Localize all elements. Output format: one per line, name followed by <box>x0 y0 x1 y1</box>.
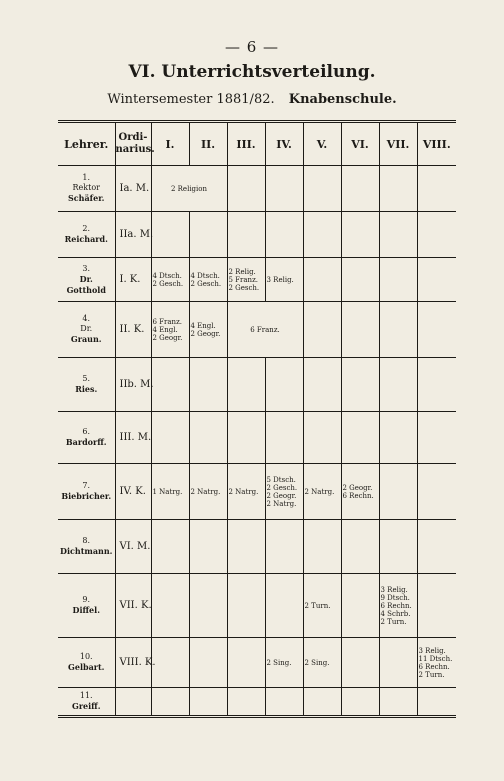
subject-cell <box>265 638 303 688</box>
teacher-cell <box>58 258 115 302</box>
subject-cell <box>265 212 303 258</box>
subject-cell <box>189 638 227 688</box>
timetable <box>58 120 456 718</box>
subject-entry: 2 Geogr. <box>190 329 221 338</box>
column-header-class: VI. <box>341 122 379 166</box>
subject-entry: 4 Schrb. <box>380 609 411 618</box>
subject-cell <box>379 464 417 520</box>
ordinarius-cell: IIb. M. <box>115 358 151 412</box>
teacher-cell <box>58 574 115 638</box>
subject-cell <box>265 166 303 212</box>
ordinarius-cell: Ia. M. <box>115 166 151 212</box>
teacher-number: 5. <box>82 374 91 383</box>
school-label: Knabenschule. <box>288 92 397 107</box>
subject-cell <box>417 212 456 258</box>
ordinarius-cell: IV. K. <box>115 464 151 520</box>
teacher-number: 4. <box>82 314 91 323</box>
subject-cell <box>417 688 456 717</box>
ordinarius-line-2: narius. <box>115 144 155 155</box>
subject-entry: 2 Gesch. <box>266 483 298 492</box>
teacher-cell <box>58 638 115 688</box>
ordinarius-cell: I. K. <box>115 258 151 302</box>
subject-cell <box>265 574 303 638</box>
column-header-class: II. <box>189 122 227 166</box>
subject-entry: 2 Geogr. <box>342 483 373 492</box>
subject-cell <box>417 358 456 412</box>
subject-cell <box>151 302 189 358</box>
subject-cell <box>227 258 265 302</box>
subject-entry: 4 Dtsch. <box>152 271 182 280</box>
teacher-number: 3. <box>82 263 91 273</box>
teacher-title: Rektor <box>72 183 100 192</box>
subject-cell <box>227 212 265 258</box>
subject-cell <box>189 302 227 358</box>
teacher-name: Dr. Gotthold <box>66 273 106 295</box>
ordinarius-cell: VIII. K. <box>115 638 151 688</box>
teacher-number: 9. <box>82 595 91 604</box>
subject-entry: 2 Sing. <box>304 658 330 667</box>
subject-cell <box>303 520 341 574</box>
subject-entry: 2 Gesch. <box>228 283 260 292</box>
subject-cell <box>417 464 456 520</box>
teacher-name: Greiff. <box>71 701 101 711</box>
table-row <box>58 212 456 258</box>
teacher-number: 10. <box>79 652 93 661</box>
subject-cell <box>341 302 379 358</box>
teacher-number: 2. <box>82 224 91 233</box>
subject-entry: 3 Relig. <box>266 275 294 284</box>
subject-cell <box>303 258 341 302</box>
subtitle <box>0 92 504 107</box>
subject-cell <box>189 258 227 302</box>
subject-cell <box>227 412 265 464</box>
table-row <box>58 412 456 464</box>
subject-cell <box>265 258 303 302</box>
table-header-row <box>58 122 456 166</box>
subject-cell <box>189 358 227 412</box>
subject-cell <box>417 412 456 464</box>
subject-cell <box>189 412 227 464</box>
subject-cell <box>341 258 379 302</box>
subject-cell <box>341 412 379 464</box>
subject-cell <box>303 166 341 212</box>
subject-cell <box>379 358 417 412</box>
teacher-name: Diffel. <box>72 605 100 615</box>
ordinarius-cell: IIa. M. <box>115 212 151 258</box>
subject-cell <box>227 520 265 574</box>
subject-entry: 2 Turn. <box>418 670 445 679</box>
subject-entry: 2 Religion <box>170 184 207 193</box>
subject-cell <box>227 574 265 638</box>
subject-entry: 2 Geogr. <box>152 333 183 342</box>
subject-cell <box>227 302 303 358</box>
subject-cell <box>227 358 265 412</box>
page-title: VI. Unterrichtsverteilung. <box>128 62 376 82</box>
subject-cell <box>227 638 265 688</box>
subject-entry: 11 Dtsch. <box>418 654 453 663</box>
subject-cell <box>151 358 189 412</box>
subject-entry: 6 Franz. <box>250 325 280 334</box>
subject-cell <box>341 638 379 688</box>
teacher-name: Reichard. <box>64 234 108 244</box>
table-row <box>58 638 456 688</box>
subject-entry: 2 Natrg. <box>266 499 297 508</box>
subject-entry: 5 Dtsch. <box>266 475 296 484</box>
teacher-name: Graun. <box>70 334 102 344</box>
teacher-cell <box>58 464 115 520</box>
subject-cell <box>379 574 417 638</box>
subject-entry: 2 Turn. <box>380 617 407 626</box>
subject-cell <box>303 638 341 688</box>
subject-cell <box>341 574 379 638</box>
subject-cell <box>303 574 341 638</box>
subject-cell <box>417 638 456 688</box>
subject-entry: 3 Relig. <box>418 646 446 655</box>
subject-cell <box>303 302 341 358</box>
subject-entry: 2 Sing. <box>266 658 292 667</box>
table-row <box>58 688 456 717</box>
subject-cell <box>341 212 379 258</box>
page-number: — 6 — <box>224 38 280 56</box>
teacher-cell <box>58 520 115 574</box>
subject-cell <box>417 258 456 302</box>
subject-cell <box>341 464 379 520</box>
subject-cell <box>303 212 341 258</box>
subject-cell <box>189 464 227 520</box>
subject-cell <box>265 464 303 520</box>
subject-cell <box>379 302 417 358</box>
teacher-number: 8. <box>82 536 91 545</box>
subject-entry: 4 Engl. <box>190 321 216 330</box>
subject-cell <box>227 464 265 520</box>
subject-entry: 2 Natrg. <box>228 487 259 496</box>
subject-cell <box>189 688 227 717</box>
subject-cell <box>303 358 341 412</box>
subject-cell <box>189 212 227 258</box>
subject-cell <box>379 638 417 688</box>
teacher-number: 1. <box>82 173 91 182</box>
teacher-name: Ries. <box>75 384 98 394</box>
subject-entry: 6 Rechn. <box>418 662 450 671</box>
column-header-class: I. <box>151 122 189 166</box>
ordinarius-cell: VI. M. <box>115 520 151 574</box>
subject-cell <box>227 688 265 717</box>
subject-cell <box>341 520 379 574</box>
subject-cell <box>379 212 417 258</box>
subject-entry: 1 Natrg. <box>152 487 183 496</box>
column-header-class: VIII. <box>417 122 456 166</box>
subject-cell <box>189 574 227 638</box>
ordinarius-line-1: Ordi- <box>118 132 148 143</box>
subject-entry: 2 Turn. <box>304 601 331 610</box>
subject-cell <box>151 520 189 574</box>
subject-cell <box>151 166 227 212</box>
subject-cell <box>303 688 341 717</box>
subject-entry: 2 Geogr. <box>266 491 297 500</box>
subject-cell <box>151 258 189 302</box>
ordinarius-cell: VII. K. <box>115 574 151 638</box>
teacher-number: 7. <box>82 481 91 490</box>
teacher-name: Dichtmann. <box>60 546 113 556</box>
teacher-name: Gelbart. <box>68 662 105 672</box>
subject-cell <box>341 688 379 717</box>
subject-entry: 2 Natrg. <box>190 487 221 496</box>
subject-cell <box>417 574 456 638</box>
subject-cell <box>265 358 303 412</box>
teacher-number: 11. <box>79 691 93 700</box>
teacher-cell <box>58 688 115 717</box>
subject-cell <box>227 166 265 212</box>
subject-cell <box>189 520 227 574</box>
semester-label: Wintersemester 1881/82. <box>107 92 275 107</box>
subject-cell <box>341 166 379 212</box>
ordinarius-cell <box>115 688 151 717</box>
table-row <box>58 302 456 358</box>
subject-entry: 2 Relig. <box>228 267 256 276</box>
teacher-title: Dr. <box>80 324 93 333</box>
teacher-cell <box>58 302 115 358</box>
teacher-cell <box>58 166 115 212</box>
subject-entry: 3 Relig. <box>380 585 408 594</box>
table-row <box>58 166 456 212</box>
column-header-class: IV. <box>265 122 303 166</box>
subject-cell <box>151 212 189 258</box>
subject-cell <box>303 412 341 464</box>
subject-entry: 6 Rechn. <box>342 491 374 500</box>
subject-entry: 6 Franz. <box>152 317 182 326</box>
subject-cell <box>379 258 417 302</box>
subject-cell <box>151 464 189 520</box>
subject-cell <box>303 464 341 520</box>
table-row <box>58 358 456 412</box>
teacher-number: 6. <box>82 427 91 436</box>
subject-entry: 4 Dtsch. <box>190 271 220 280</box>
table-body <box>58 166 456 717</box>
subject-cell <box>151 412 189 464</box>
column-header-ordinarius <box>115 122 155 166</box>
table-row <box>58 520 456 574</box>
subject-cell <box>151 688 189 717</box>
ordinarius-cell: III. M. <box>115 412 151 464</box>
column-header-teacher: Lehrer. <box>58 122 115 166</box>
teacher-cell <box>58 358 115 412</box>
subject-cell <box>417 302 456 358</box>
subject-cell <box>417 520 456 574</box>
teacher-name: Bardorff. <box>65 437 107 447</box>
subject-cell <box>265 412 303 464</box>
subject-entry: 2 Gesch. <box>152 279 184 288</box>
ordinarius-cell: II. K. <box>115 302 151 358</box>
subject-entry: 2 Gesch. <box>190 279 222 288</box>
column-header-class: V. <box>303 122 341 166</box>
column-header-class: III. <box>227 122 265 166</box>
teacher-cell <box>58 412 115 464</box>
subject-cell <box>151 638 189 688</box>
subject-entry: 9 Dtsch. <box>380 593 410 602</box>
teacher-name: Biebricher. <box>61 491 112 501</box>
subject-cell <box>151 574 189 638</box>
subject-cell <box>379 688 417 717</box>
subject-cell <box>417 166 456 212</box>
table-row <box>58 464 456 520</box>
subject-cell <box>379 166 417 212</box>
table-row <box>58 574 456 638</box>
subject-entry: 4 Engl. <box>152 325 178 334</box>
teacher-cell <box>58 212 115 258</box>
teacher-name: Schäfer. <box>68 193 105 203</box>
column-header-class: VII. <box>379 122 417 166</box>
subject-cell <box>379 412 417 464</box>
subject-cell <box>265 520 303 574</box>
table-row <box>58 258 456 302</box>
subject-cell <box>341 358 379 412</box>
subject-cell <box>265 688 303 717</box>
subject-entry: 2 Natrg. <box>304 487 335 496</box>
subject-entry: 6 Rechn. <box>380 601 412 610</box>
subject-cell <box>379 520 417 574</box>
subject-entry: 5 Franz. <box>228 275 258 284</box>
